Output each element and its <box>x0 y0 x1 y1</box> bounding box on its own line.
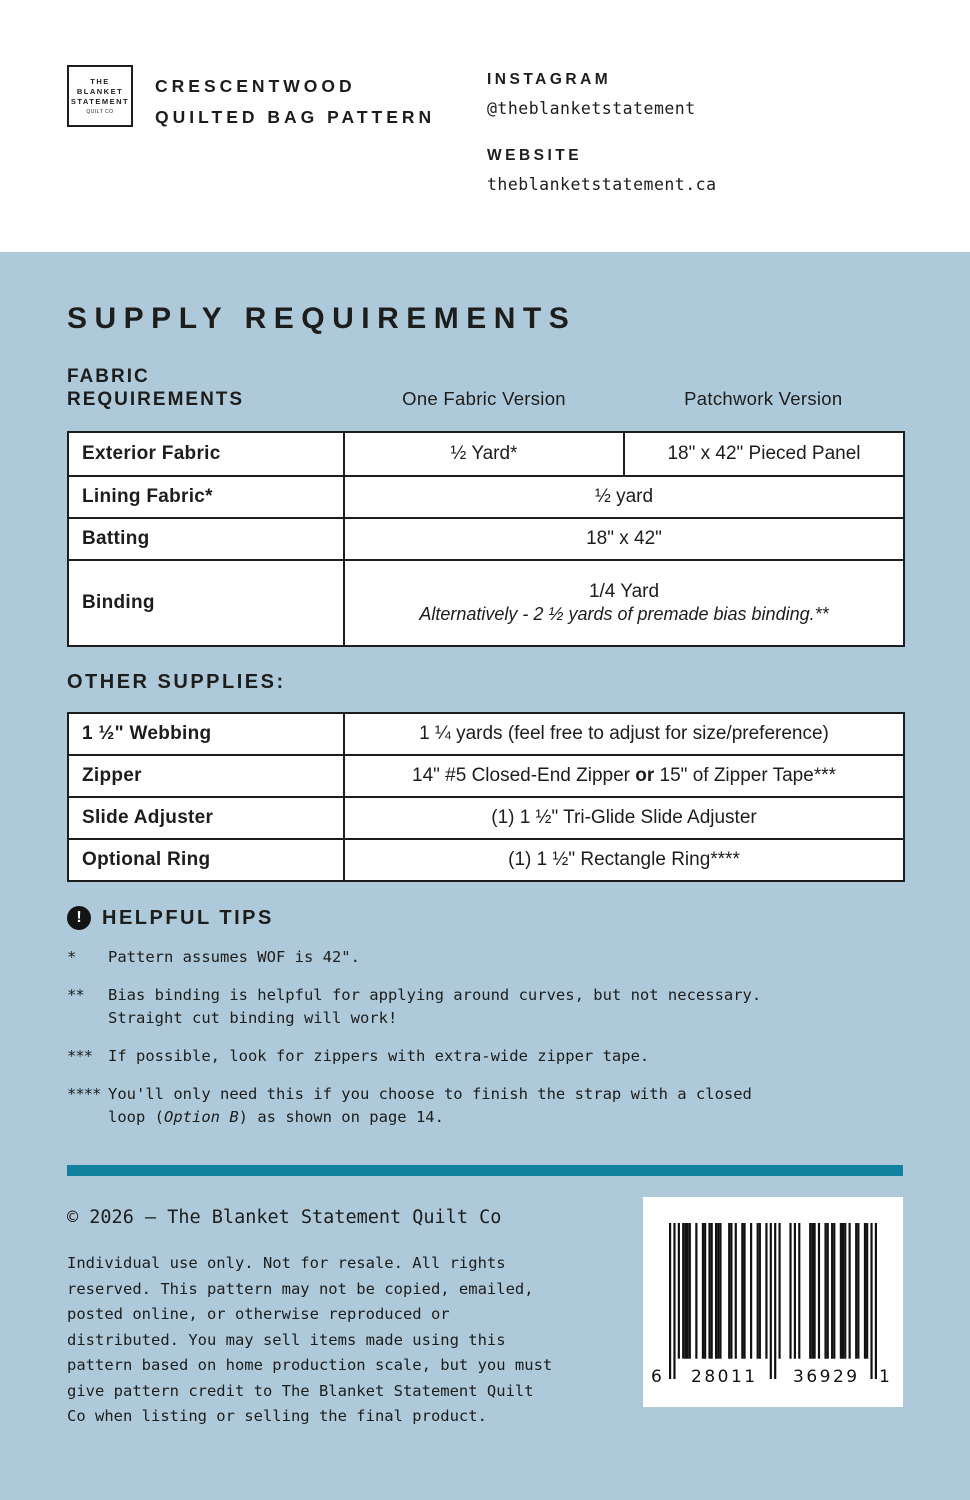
legal-line: Individual use only. Not for resale. All rights <box>67 1254 506 1272</box>
row-value <box>344 755 904 797</box>
tip-row <box>67 1083 903 1129</box>
barcode-digit-group: 6 <box>651 1367 665 1387</box>
helpful-tips-header <box>67 906 903 930</box>
helpful-tips-title: HELPFUL TIPS <box>102 906 274 929</box>
tip-line: You'll only need this if you choose to finish the strap with a closed <box>108 1085 752 1103</box>
page-footer <box>67 1197 903 1430</box>
legal-line: posted online, or otherwise reproduced or <box>67 1305 450 1323</box>
binding-amount: 1/4 Yard <box>588 581 660 602</box>
pattern-title-line1: CRESCENTWOOD <box>155 76 356 96</box>
row-label: Exterior Fabric <box>68 432 344 476</box>
table-row <box>68 839 904 881</box>
tip-line: If possible, look for zippers with extra-wide zipper tape. <box>108 1047 650 1065</box>
tip-line-italic: Option B <box>164 1108 239 1126</box>
row-value: ½ yard <box>344 476 904 518</box>
row-value: (1) 1 ½" Rectangle Ring**** <box>344 839 904 881</box>
legal-text <box>67 1251 552 1430</box>
zipper-value-or: or <box>635 765 655 786</box>
tip-row <box>67 946 903 969</box>
binding-alternative: Alternatively - 2 ½ yards of premade bias binding.** <box>419 604 829 624</box>
contact-info <box>487 71 717 194</box>
table-row <box>68 755 904 797</box>
table-row <box>68 518 904 560</box>
barcode-digit-group: 36929 <box>793 1367 860 1387</box>
tips-list <box>67 946 903 1129</box>
logo-subline: QUILT CO <box>86 109 114 115</box>
tip-line-pre: loop ( <box>108 1108 164 1126</box>
row-label: Lining Fabric* <box>68 476 344 518</box>
footer-text-column <box>67 1197 552 1430</box>
table-row <box>68 797 904 839</box>
logo-line: BLANKET <box>76 87 124 96</box>
barcode-bars <box>669 1223 877 1379</box>
tip-marker: ** <box>67 986 84 1004</box>
other-supplies-heading: OTHER SUPPLIES: <box>67 671 286 693</box>
barcode <box>643 1197 903 1407</box>
tip-row <box>67 1045 903 1068</box>
fabric-requirements-label <box>67 365 344 411</box>
pattern-title-line2: QUILTED BAG PATTERN <box>155 107 436 127</box>
legal-line: pattern based on home production scale, but you must <box>67 1356 553 1374</box>
instagram-handle: @theblanketstatement <box>487 99 696 118</box>
table-row <box>68 713 904 755</box>
legal-line: reserved. This pattern may not be copied, emailed, <box>67 1279 534 1298</box>
row-value: 18" x 42" <box>344 518 904 560</box>
other-supplies-table <box>67 712 905 882</box>
teal-divider <box>67 1165 903 1176</box>
tip-marker: **** <box>67 1085 101 1103</box>
tip-line: Bias binding is helpful for applying around curves, but not necessary. <box>108 986 762 1004</box>
row-label: Batting <box>68 518 344 560</box>
copyright-line: © 2026 – The Blanket Statement Quilt Co <box>67 1207 502 1228</box>
row-value: ½ Yard* <box>344 432 624 476</box>
row-label: Binding <box>68 560 344 646</box>
page-header <box>0 0 970 252</box>
zipper-value-post: 15" of Zipper Tape*** <box>654 765 836 786</box>
logo-line: THE <box>90 77 110 86</box>
tip-line <box>108 1106 752 1129</box>
tip-text <box>108 1083 752 1129</box>
barcode-digit-group: 28011 <box>691 1367 758 1387</box>
instagram-label: INSTAGRAM <box>487 71 612 88</box>
website-label: WEBSITE <box>487 147 583 164</box>
website-url: theblanketstatement.ca <box>487 175 717 194</box>
table-row <box>68 432 904 476</box>
tip-row <box>67 984 903 1030</box>
row-value: (1) 1 ½" Tri-Glide Slide Adjuster <box>344 797 904 839</box>
fabric-requirements-table <box>67 431 905 647</box>
tip-marker: *** <box>67 1047 92 1065</box>
exclamation-icon: ! <box>67 906 91 930</box>
pattern-title <box>155 65 435 252</box>
row-label: Zipper <box>68 755 344 797</box>
row-value: 18" x 42" Pieced Panel <box>624 432 904 476</box>
legal-line: give pattern credit to The Blanket Statement Quilt <box>67 1381 534 1400</box>
tip-line: Pattern assumes WOF is 42". <box>108 948 360 966</box>
tip-line-post: ) as shown on page 14. <box>238 1108 444 1126</box>
zipper-value-pre: 14" #5 Closed-End Zipper <box>412 765 636 786</box>
supply-section <box>0 252 970 1500</box>
tip-text <box>108 984 761 1030</box>
barcode-digit-group: 1 <box>879 1367 893 1387</box>
legal-line: Co when listing or selling the final product. <box>67 1407 487 1425</box>
legal-line: distributed. You may sell items made using this <box>67 1330 506 1349</box>
page-title: SUPPLY REQUIREMENTS <box>67 302 577 335</box>
tip-line: Straight cut binding will work! <box>108 1009 398 1027</box>
row-label: 1 ½" Webbing <box>68 713 344 755</box>
logo-line: STATEMENT <box>70 97 130 106</box>
row-label: Optional Ring <box>68 839 344 881</box>
row-value: 1 ¼ yards (feel free to adjust for size/preference) <box>344 713 904 755</box>
tip-marker: * <box>67 948 76 966</box>
table-row <box>68 476 904 518</box>
row-label: Slide Adjuster <box>68 797 344 839</box>
column-header-patchwork: Patchwork Version <box>684 388 843 409</box>
fabric-label-line2: REQUIREMENTS <box>67 389 245 410</box>
brand-logo <box>67 65 133 127</box>
fabric-label-line1: FABRIC <box>67 366 150 387</box>
tip-text <box>108 1045 649 1068</box>
fabric-table-header <box>67 365 903 411</box>
table-row <box>68 560 904 646</box>
column-header-one-fabric: One Fabric Version <box>402 388 566 409</box>
tip-text <box>108 946 360 969</box>
row-value <box>344 560 904 646</box>
